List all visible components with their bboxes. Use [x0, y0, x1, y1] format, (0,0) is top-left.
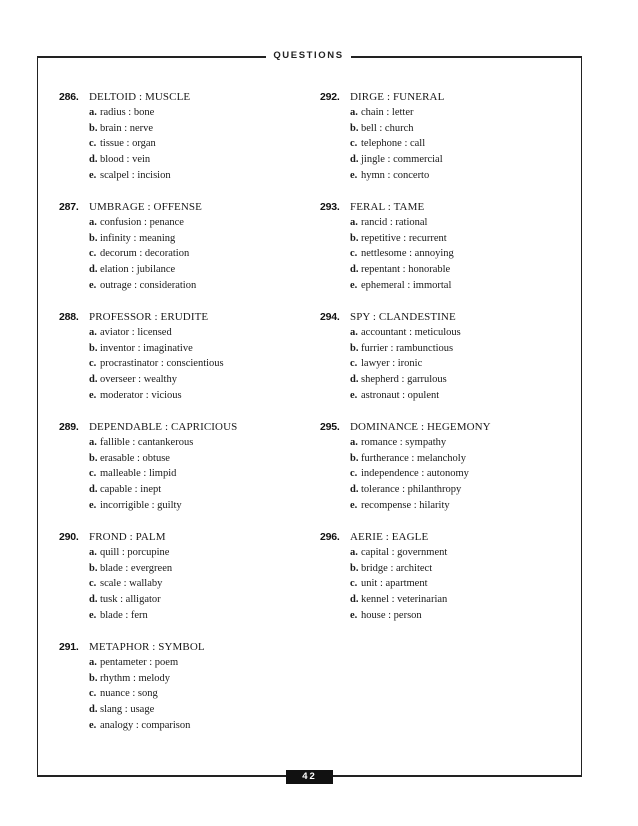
- option-c: [59, 248, 309, 264]
- option-letter: e.: [89, 279, 97, 291]
- option-a: [59, 547, 309, 563]
- option-c: [320, 578, 570, 594]
- option-e: [59, 280, 309, 296]
- option-d: [320, 594, 570, 610]
- question-number: 286.: [59, 91, 79, 103]
- option-text: furrier : rambunctious: [361, 342, 454, 354]
- option-text: capital : government: [361, 547, 448, 558]
- option-text: bell : church: [361, 122, 414, 134]
- question-stem: AERIE : EAGLE: [350, 531, 429, 543]
- question-293: [320, 201, 570, 311]
- option-letter: b.: [89, 562, 98, 574]
- option-a: [320, 327, 570, 343]
- option-letter: d.: [89, 484, 98, 496]
- option-text: shepherd : garrulous: [361, 374, 447, 386]
- option-letter: c.: [350, 248, 358, 260]
- option-text: romance : sympathy: [361, 437, 447, 448]
- option-letter: d.: [89, 264, 98, 276]
- option-text: accountant : meticulous: [361, 327, 461, 338]
- option-letter: e.: [89, 609, 97, 621]
- option-letter: c.: [350, 468, 358, 480]
- option-text: unit : apartment: [361, 578, 428, 590]
- option-c: [59, 468, 309, 484]
- option-letter: c.: [89, 138, 97, 150]
- option-text: quill : porcupine: [100, 547, 170, 558]
- option-a: [59, 217, 309, 233]
- option-b: [59, 563, 309, 579]
- option-c: [59, 688, 309, 704]
- option-text: jingle : commercial: [361, 154, 443, 166]
- option-letter: c.: [89, 248, 97, 260]
- option-e: [59, 500, 309, 516]
- option-text: infinity : meaning: [100, 232, 176, 244]
- option-text: repetitive : recurrent: [361, 232, 447, 244]
- option-d: [59, 374, 309, 390]
- question-stem: DOMINANCE : HEGEMONY: [350, 421, 491, 433]
- option-text: inventor : imaginative: [100, 342, 193, 354]
- option-d: [59, 704, 309, 720]
- option-letter: c.: [89, 358, 97, 370]
- option-text: radius : bone: [100, 107, 155, 118]
- question-292: [320, 91, 570, 201]
- option-letter: d.: [350, 374, 359, 386]
- option-c: [59, 578, 309, 594]
- option-text: tolerance : philanthropy: [361, 484, 462, 496]
- option-c: [320, 358, 570, 374]
- option-letter: c.: [350, 138, 358, 150]
- option-e: [59, 720, 309, 736]
- option-letter: e.: [350, 279, 358, 291]
- option-letter: b.: [89, 232, 98, 244]
- option-e: [320, 610, 570, 626]
- option-d: [59, 264, 309, 280]
- option-c: [320, 138, 570, 154]
- option-text: aviator : licensed: [100, 327, 172, 338]
- option-letter: a.: [89, 547, 97, 558]
- option-text: blood : vein: [100, 154, 151, 166]
- option-e: [320, 170, 570, 186]
- option-e: [320, 390, 570, 406]
- option-text: rancid : rational: [361, 217, 428, 228]
- option-b: [320, 233, 570, 249]
- footer-rule-right: [333, 775, 582, 777]
- option-letter: d.: [89, 594, 98, 606]
- question-296: [320, 531, 570, 641]
- option-text: pentameter : poem: [100, 657, 179, 668]
- section-header: QUESTIONS: [273, 50, 344, 61]
- option-text: elation : jubilance: [100, 264, 176, 276]
- option-text: furtherance : melancholy: [361, 452, 466, 464]
- option-text: brain : nerve: [100, 122, 154, 134]
- option-text: ephemeral : immortal: [361, 279, 452, 291]
- option-letter: a.: [89, 327, 97, 338]
- option-text: hymn : concerto: [361, 169, 430, 181]
- option-d: [59, 484, 309, 500]
- left-column: [59, 91, 309, 751]
- page-number: 42: [286, 770, 333, 784]
- option-letter: e.: [89, 169, 97, 181]
- option-letter: d.: [89, 154, 98, 166]
- option-d: [59, 594, 309, 610]
- option-d: [59, 154, 309, 170]
- option-letter: c.: [89, 688, 97, 700]
- question-289: [59, 421, 309, 531]
- option-letter: c.: [89, 468, 97, 480]
- option-b: [59, 673, 309, 689]
- option-a: [59, 107, 309, 123]
- option-a: [320, 107, 570, 123]
- header-rule-right: [351, 56, 582, 58]
- option-letter: b.: [89, 672, 98, 684]
- question-287: [59, 201, 309, 311]
- question-stem: METAPHOR : SYMBOL: [89, 641, 205, 653]
- option-letter: e.: [350, 499, 358, 511]
- option-b: [59, 343, 309, 359]
- question-stem: FROND : PALM: [89, 531, 166, 543]
- option-letter: b.: [89, 122, 98, 134]
- option-text: blade : evergreen: [100, 562, 173, 574]
- option-text: incorrigible : guilty: [100, 499, 182, 511]
- option-letter: a.: [89, 107, 97, 118]
- option-b: [59, 233, 309, 249]
- option-e: [320, 500, 570, 516]
- option-text: procrastinator : conscientious: [100, 358, 224, 370]
- option-text: erasable : obtuse: [100, 452, 170, 464]
- option-e: [320, 280, 570, 296]
- option-text: confusion : penance: [100, 217, 184, 228]
- question-number: 296.: [320, 531, 340, 543]
- option-d: [320, 484, 570, 500]
- footer-rule-left: [37, 775, 286, 777]
- option-text: analogy : comparison: [100, 719, 191, 731]
- option-letter: e.: [89, 499, 97, 511]
- option-a: [320, 217, 570, 233]
- option-letter: b.: [89, 342, 98, 354]
- option-text: kennel : veterinarian: [361, 594, 448, 606]
- option-letter: e.: [350, 389, 358, 401]
- question-stem: PROFESSOR : ERUDITE: [89, 311, 209, 323]
- option-letter: b.: [350, 452, 359, 464]
- question-stem: DEPENDABLE : CAPRICIOUS: [89, 421, 238, 433]
- option-text: tusk : alligator: [100, 594, 161, 606]
- option-e: [59, 170, 309, 186]
- question-number: 288.: [59, 311, 79, 323]
- question-number: 291.: [59, 641, 79, 653]
- question-294: [320, 311, 570, 421]
- question-number: 293.: [320, 201, 340, 213]
- option-letter: a.: [350, 547, 358, 558]
- option-b: [320, 123, 570, 139]
- option-letter: e.: [350, 169, 358, 181]
- option-c: [59, 358, 309, 374]
- option-text: blade : fern: [100, 609, 148, 621]
- header-rule-left: [37, 56, 266, 58]
- option-text: house : person: [361, 609, 422, 621]
- option-text: scale : wallaby: [100, 578, 163, 590]
- option-text: recompense : hilarity: [361, 499, 450, 511]
- question-number: 295.: [320, 421, 340, 433]
- question-291: [59, 641, 309, 751]
- option-letter: a.: [350, 217, 358, 228]
- question-stem: DELTOID : MUSCLE: [89, 91, 191, 103]
- option-letter: d.: [89, 374, 98, 386]
- option-letter: c.: [350, 358, 358, 370]
- question-number: 287.: [59, 201, 79, 213]
- option-c: [320, 248, 570, 264]
- option-letter: d.: [350, 594, 359, 606]
- question-stem: UMBRAGE : OFFENSE: [89, 201, 202, 213]
- question-stem: FERAL : TAME: [350, 201, 425, 213]
- right-column: [320, 91, 570, 641]
- option-letter: a.: [350, 327, 358, 338]
- question-288: [59, 311, 309, 421]
- option-letter: c.: [89, 578, 97, 590]
- question-stem: SPY : CLANDESTINE: [350, 311, 456, 323]
- option-letter: b.: [89, 452, 98, 464]
- option-text: malleable : limpid: [100, 468, 177, 480]
- option-e: [59, 390, 309, 406]
- option-c: [59, 138, 309, 154]
- option-d: [320, 264, 570, 280]
- option-letter: d.: [89, 704, 98, 716]
- question-290: [59, 531, 309, 641]
- question-286: [59, 91, 309, 201]
- option-b: [59, 453, 309, 469]
- option-text: slang : usage: [100, 704, 155, 716]
- option-a: [320, 547, 570, 563]
- option-letter: b.: [350, 562, 359, 574]
- option-letter: a.: [89, 217, 97, 228]
- option-text: bridge : architect: [361, 562, 433, 574]
- option-letter: a.: [89, 437, 97, 448]
- option-text: nuance : song: [100, 688, 158, 700]
- option-text: astronaut : opulent: [361, 389, 440, 401]
- option-b: [320, 453, 570, 469]
- question-number: 292.: [320, 91, 340, 103]
- option-a: [59, 327, 309, 343]
- option-letter: d.: [350, 484, 359, 496]
- option-letter: e.: [89, 719, 97, 731]
- option-letter: d.: [350, 264, 359, 276]
- option-text: outrage : consideration: [100, 279, 197, 291]
- question-stem: DIRGE : FUNERAL: [350, 91, 445, 103]
- question-number: 294.: [320, 311, 340, 323]
- option-text: scalpel : incision: [100, 169, 171, 181]
- option-text: lawyer : ironic: [361, 358, 423, 370]
- option-letter: b.: [350, 122, 359, 134]
- option-d: [320, 154, 570, 170]
- question-number: 290.: [59, 531, 79, 543]
- option-text: capable : inept: [100, 484, 162, 496]
- option-text: telephone : call: [361, 138, 426, 150]
- option-text: moderator : vicious: [100, 389, 182, 401]
- option-text: chain : letter: [361, 107, 414, 118]
- option-letter: c.: [350, 578, 358, 590]
- option-b: [59, 123, 309, 139]
- option-d: [320, 374, 570, 390]
- option-e: [59, 610, 309, 626]
- option-letter: a.: [350, 107, 358, 118]
- option-b: [320, 563, 570, 579]
- option-a: [59, 437, 309, 453]
- option-letter: e.: [89, 389, 97, 401]
- option-letter: a.: [350, 437, 358, 448]
- option-b: [320, 343, 570, 359]
- option-text: overseer : wealthy: [100, 374, 177, 386]
- option-text: decorum : decoration: [100, 248, 190, 260]
- option-c: [320, 468, 570, 484]
- option-letter: e.: [350, 609, 358, 621]
- question-number: 289.: [59, 421, 79, 433]
- option-text: repentant : honorable: [361, 264, 451, 276]
- option-letter: b.: [350, 342, 359, 354]
- option-text: tissue : organ: [100, 138, 156, 150]
- option-a: [320, 437, 570, 453]
- question-295: [320, 421, 570, 531]
- option-letter: d.: [350, 154, 359, 166]
- option-letter: a.: [89, 657, 97, 668]
- option-text: rhythm : melody: [100, 672, 170, 684]
- option-letter: b.: [350, 232, 359, 244]
- option-text: fallible : cantankerous: [100, 437, 194, 448]
- option-text: independence : autonomy: [361, 468, 469, 480]
- option-a: [59, 657, 309, 673]
- option-text: nettlesome : annoying: [361, 248, 454, 260]
